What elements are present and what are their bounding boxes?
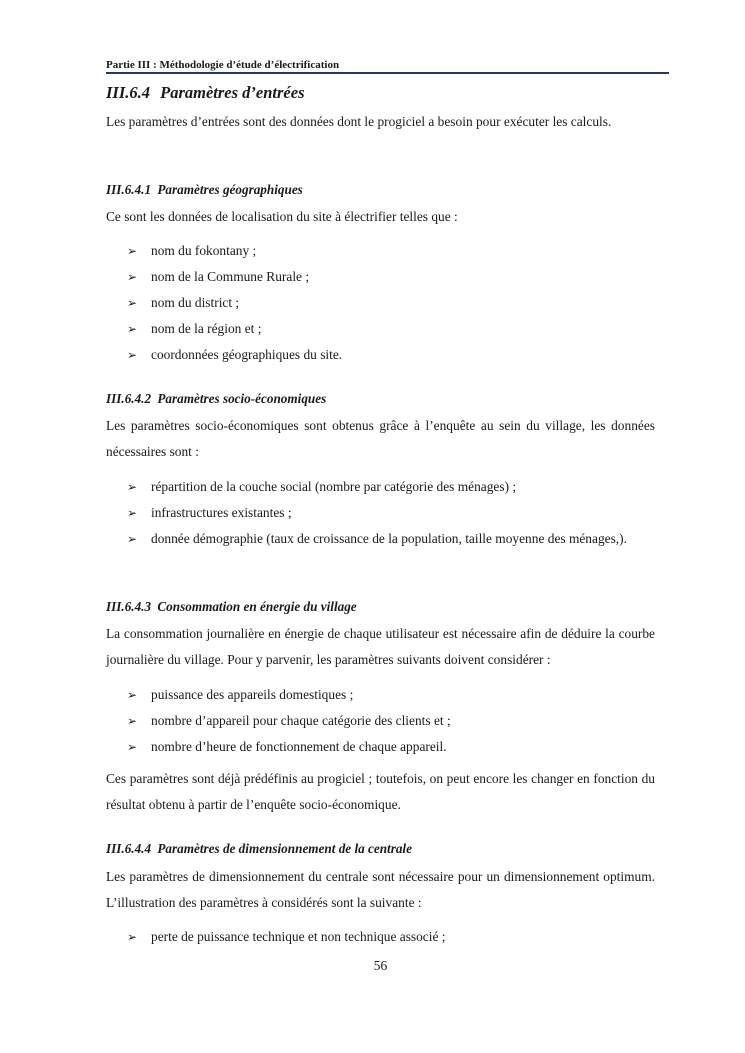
subsection-heading-sizing (106, 840, 412, 858)
subsection-number: III.6.4.1 (106, 182, 152, 197)
section-intro: Les paramètres d’entrées sont des données dont le progiciel a besoin pour exécuter les calculs. (106, 114, 612, 129)
arrow-bullet-icon: ➢ (127, 740, 138, 754)
consumption-list (106, 682, 655, 760)
subsection-title: Paramètres socio-économiques (157, 391, 327, 406)
subsection-number: III.6.4.4 (106, 841, 152, 856)
list-item: ➢ nombre d’heure de fonctionnement de chaque appareil. (106, 734, 655, 760)
arrow-bullet-icon: ➢ (127, 688, 138, 702)
list-item: ➢ nombre d’appareil pour chaque catégorie des clients et ; (106, 708, 655, 734)
subsection-heading-geographic (106, 181, 303, 199)
section-number: III.6.4 (106, 83, 151, 102)
subsection-number: III.6.4.3 (106, 599, 152, 614)
section-heading (106, 83, 305, 103)
arrow-bullet-icon: ➢ (127, 270, 138, 284)
list-item: ➢ perte de puissance technique et non technique associé ; (106, 924, 655, 950)
arrow-bullet-icon: ➢ (127, 930, 138, 944)
list-item: ➢ donnée démographie (taux de croissance de la population, taille moyenne des ménages,). (106, 526, 655, 552)
subsection-intro: La consommation journalière en énergie de chaque utilisateur est nécessaire afin de déduire la courbe journalière du village. Pour y parvenir, les paramètres suivants doivent considérer : (106, 626, 655, 667)
subsection-number: III.6.4.2 (106, 391, 152, 406)
arrow-bullet-icon: ➢ (127, 348, 138, 362)
subsection-heading-socio-economic (106, 390, 326, 408)
arrow-bullet-icon: ➢ (127, 322, 138, 336)
list-item: ➢ coordonnées géographiques du site. (106, 342, 655, 368)
list-item: ➢ infrastructures existantes ; (106, 500, 655, 526)
list-item: ➢ puissance des appareils domestiques ; (106, 682, 655, 708)
subsection-outro: Ces paramètres sont déjà prédéfinis au progiciel ; toutefois, on peut encore les changer en fonction du résultat obtenu à partir de l’enquête socio-économique. (106, 771, 655, 812)
header-rule (106, 72, 669, 74)
page-number: 56 (373, 958, 388, 973)
subsection-intro: Les paramètres socio-économiques sont obtenus grâce à l’enquête au sein du village, les données nécessaires sont : (106, 418, 655, 459)
arrow-bullet-icon: ➢ (127, 480, 138, 494)
subsection-intro: Ce sont les données de localisation du site à électrifier telles que : (106, 209, 458, 224)
subsection-title: Consommation en énergie du village (157, 599, 357, 614)
arrow-bullet-icon: ➢ (127, 714, 138, 728)
sizing-list (106, 924, 655, 950)
arrow-bullet-icon: ➢ (127, 506, 138, 520)
list-item: ➢ répartition de la couche social (nombre par catégorie des ménages) ; (106, 474, 655, 500)
subsection-heading-consumption (106, 598, 357, 616)
list-item: ➢ nom du fokontany ; (106, 238, 655, 264)
socio-economic-list (106, 474, 655, 552)
list-item: ➢ nom du district ; (106, 290, 655, 316)
list-item: ➢ nom de la région et ; (106, 316, 655, 342)
arrow-bullet-icon: ➢ (127, 244, 138, 258)
running-header: Partie III : Méthodologie d’étude d’électrification (106, 59, 340, 71)
arrow-bullet-icon: ➢ (127, 296, 138, 310)
subsection-title: Paramètres de dimensionnement de la centrale (157, 841, 412, 856)
subsection-intro: Les paramètres de dimensionnement du centrale sont nécessaire pour un dimensionnement optimum. L’illustration des paramètres à considérés sont la suivante : (106, 869, 655, 910)
section-title: Paramètres d’entrées (160, 83, 305, 102)
list-item: ➢ nom de la Commune Rurale ; (106, 264, 655, 290)
subsection-title: Paramètres géographiques (157, 182, 303, 197)
arrow-bullet-icon: ➢ (127, 532, 138, 546)
geographic-list (106, 238, 655, 368)
